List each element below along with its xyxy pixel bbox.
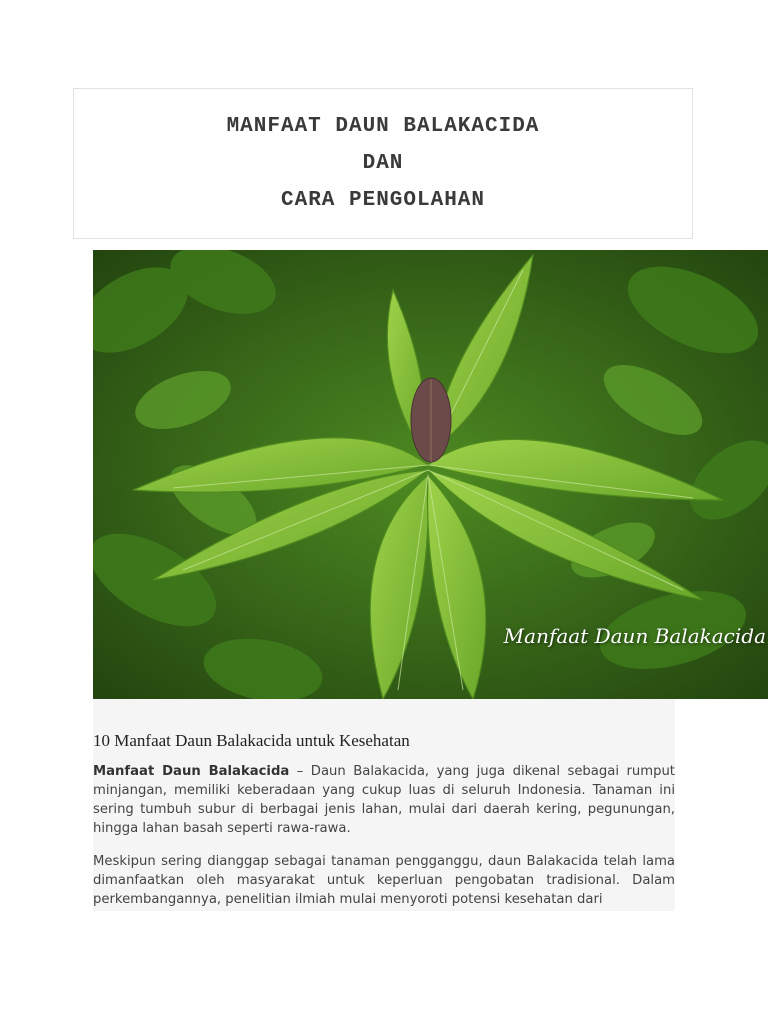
- title-line-1: MANFAAT DAUN BALAKACIDA: [226, 115, 540, 138]
- article-heading: 10 Manfaat Daun Balakacida untuk Kesehatan: [93, 731, 410, 750]
- paragraph-2: Meskipun sering dianggap sebagai tanaman pengganggu, daun Balakacida telah lama dimanfaatkan oleh masyarakat untuk keperluan pengobatan tradisional. Dalam perkembangannya, penelitian ilmiah mulai menyoroti potensi kesehatan dari: [93, 854, 675, 907]
- paragraph-1: [93, 762, 675, 838]
- plant-photo: [93, 250, 768, 699]
- paragraph-1-lead: Manfaat Daun Balakacida: [93, 764, 290, 779]
- title-line-2: DAN: [362, 152, 404, 175]
- title-box: [73, 88, 693, 239]
- title-line-3: CARA PENGOLAHAN: [280, 189, 486, 212]
- photo-caption: Manfaat Daun Balakacida: [503, 624, 766, 648]
- article-content: [93, 699, 675, 911]
- paragraph-1-text: – Daun Balakacida, yang juga dikenal sebagai rumput minjangan, memiliki keberadaan yang cukup luas di seluruh Indonesia. Tanaman ini sering tumbuh subur di berbagai jenis lahan, mulai dari daerah kering, pegunungan, hingga lahan basah seperti rawa-rawa.: [93, 764, 675, 836]
